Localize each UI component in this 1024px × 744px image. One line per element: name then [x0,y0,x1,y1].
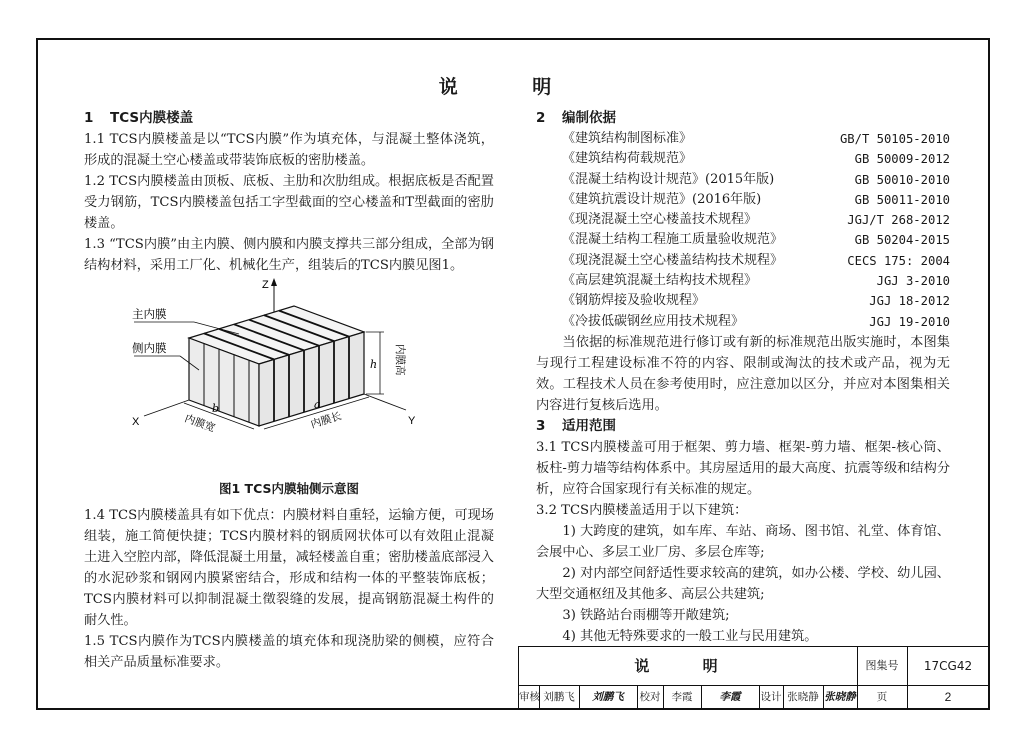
standard-name: 《现浇混凝土空心楼盖技术规程》 [562,212,758,228]
standard-code: JGJ/T 268-2012 [847,213,950,228]
x-axis-label: X [132,416,140,428]
standard-name: 《建筑抗震设计规范》(2016年版) [562,191,762,207]
section-1-heading [84,108,494,129]
standard-name: 《混凝土结构设计规范》(2015年版) [562,171,775,187]
page-title: 说 明 [438,76,586,98]
paragraph-1-1: 1.1 TCS内膜楼盖是以“TCS内膜”作为填充体，与混凝土整体浇筑，形成的混凝土空心楼盖或带装饰底板的密肋楼盖。 [84,132,494,168]
checker-name: 李霞 [663,685,702,709]
checker-signature: 李霞 [701,685,760,709]
standard-row [536,251,950,271]
design-label: 设计 [759,685,784,709]
z-axis-label: Z [262,279,269,291]
standard-row [536,271,950,291]
z-axis-arrow [271,278,277,286]
standard-row [536,170,950,190]
figure-1-caption: 图1 TCS内膜轴侧示意图 [219,481,359,496]
paragraph-1-3: 1.3 “TCS内膜”由主内膜、侧内膜和内膜支撑共三部分组成，全部为钢结构材料，采用工厂化、机械化生产，组装后的TCS内膜见图1。 [84,237,494,273]
reviewer-signature: 刘鹏飞 [579,685,638,709]
reviewer-name: 刘鹏飞 [539,685,580,709]
standard-code: GB 50010-2010 [854,172,950,187]
standard-row [536,149,950,169]
section-title: 编制依据 [562,110,616,126]
left-column [84,108,494,673]
section-number: 2 [536,110,546,126]
dim-h-label: h [370,358,378,371]
dim-b-label: b [212,402,220,415]
standard-name: 《钢筋焊接及验收规程》 [562,293,706,309]
dim-a-label: a [314,398,321,411]
standard-name: 《冷拔低碳钢丝应用技术规程》 [562,313,745,329]
review-label: 审核 [519,685,540,709]
standard-code: JGJ 18-2012 [869,294,950,309]
standard-code: CECS 175: 2004 [847,253,950,268]
standard-code: GB 50009-2012 [854,152,950,167]
standard-name: 《高层建筑混凝土结构技术规程》 [562,273,758,289]
standard-row [536,210,950,230]
side-membrane-label: 侧内膜 [132,341,167,355]
standards-list [536,129,950,332]
paragraph-3-2: 3.2 TCS内膜楼盖适用于以下建筑： [536,502,748,518]
title-block-title: 说 明 [519,647,858,685]
standard-code: JGJ 19-2010 [869,314,950,329]
dim-length-label: 内膜长 [309,410,344,431]
list-item: 4) 其他无特殊要求的一般工业与民用建筑。 [562,628,818,644]
standard-code: GB 50011-2010 [854,192,950,207]
standards-note: 当依据的标准规范进行修订或有新的标准规范出版实施时，本图集与现行工程建设标准不符的内容、限制或淘汰的技术或产品，视为无效。工程技术人员在参考使用时，应注意加以区分，并应对本图集相关内容进行复核后选用。 [536,334,950,413]
standard-row [536,230,950,250]
x-axis-line [144,400,189,416]
paragraph-1-4: 1.4 TCS内膜楼盖具有如下优点：内膜材料自重轻，运输方便，可现场组装，施工简便快捷；TCS内膜材料的钢质网状体可以有效阻止混凝土进入空腔内部，降低混凝土用量，减轻楼盖自重；密肋楼盖底部浸入的水泥砂浆和钢网内膜紧密结合，形成和结构一体的平整装饰底板；TCS内膜材料可以抑制混凝土徵裂缝的发展，提高钢筋混凝土构件的耐久性。 [84,508,494,628]
standard-name: 《建筑结构荷载规范》 [562,151,693,167]
list-item: 2) 对内部空间舒适性要求较高的建筑，如办公楼、学校、幼儿园、大型交通枢纽及其他多、高层公共建筑; [536,565,950,602]
paragraph-1-5: 1.5 TCS内膜作为TCS内膜楼盖的填充体和现浇肋梁的侧模，应符合相关产品质量标准要求。 [84,634,494,670]
section-2-heading [536,108,950,129]
designer-name: 张晓静 [783,685,824,709]
standard-name: 《建筑结构制图标准》 [562,131,693,146]
standard-code: JGJ 3-2010 [876,274,950,289]
standard-row [536,129,950,149]
section-number: 3 [536,417,546,434]
check-label: 校对 [637,685,664,709]
standard-code: GB/T 50105-2010 [839,132,950,146]
standard-code: GB 50204-2015 [854,233,950,248]
atlas-number-label: 图集号 [857,647,908,685]
y-axis-line [364,394,406,410]
dim-height-label: 内膜高 [394,344,406,376]
standard-row [536,291,950,311]
page-label: 页 [857,685,908,709]
page-number: 2 [944,690,952,704]
section-number: 1 [84,110,94,126]
atlas-number-value: 17CG42 [923,659,973,673]
paragraph-1-2: 1.2 TCS内膜楼盖由顶板、底板、主肋和次肋组成。根据底板是否配置受力钢筋，TCS内膜楼盖包括工字型截面的空心楼盖和T型截面的密肋楼盖。 [84,174,494,231]
standard-row [536,312,950,332]
paragraph-3-1: 3.1 TCS内膜楼盖可用于框架、剪力墙、框架-剪力墙、框架-核心筒、板柱-剪力墙等结构体系中。其房屋适用的最大高度、抗震等级和结构分析，应符合国家现行有关标准的规定。 [536,439,950,497]
section-3-heading [536,416,950,437]
title-block [518,646,989,709]
standard-name: 《现浇混凝土空心楼盖结构技术规程》 [562,252,784,268]
y-axis-label: Y [408,415,416,427]
section-title: 适用范围 [562,417,616,434]
main-membrane-label: 主内膜 [132,307,167,321]
right-column [536,108,950,647]
standard-name: 《混凝土结构工程施工质量验收规范》 [562,232,784,248]
figure-1 [84,278,494,478]
tcs-membrane-axonometric-diagram [132,278,444,435]
title-block-row-2 [519,685,989,709]
list-item: 1) 大跨度的建筑，如车库、车站、商场、图书馆、礼堂、体育馆、会展中心、多层工业厂房、多层仓库等; [536,523,950,560]
list-item: 3) 铁路站台雨棚等开敞建筑; [562,607,730,623]
dim-width-label: 内膜宽 [182,412,217,435]
standard-row [536,190,950,210]
section-title: TCS内膜楼盖 [110,110,194,126]
designer-signature: 张晓静 [823,685,858,709]
title-block-row-1 [519,647,989,686]
